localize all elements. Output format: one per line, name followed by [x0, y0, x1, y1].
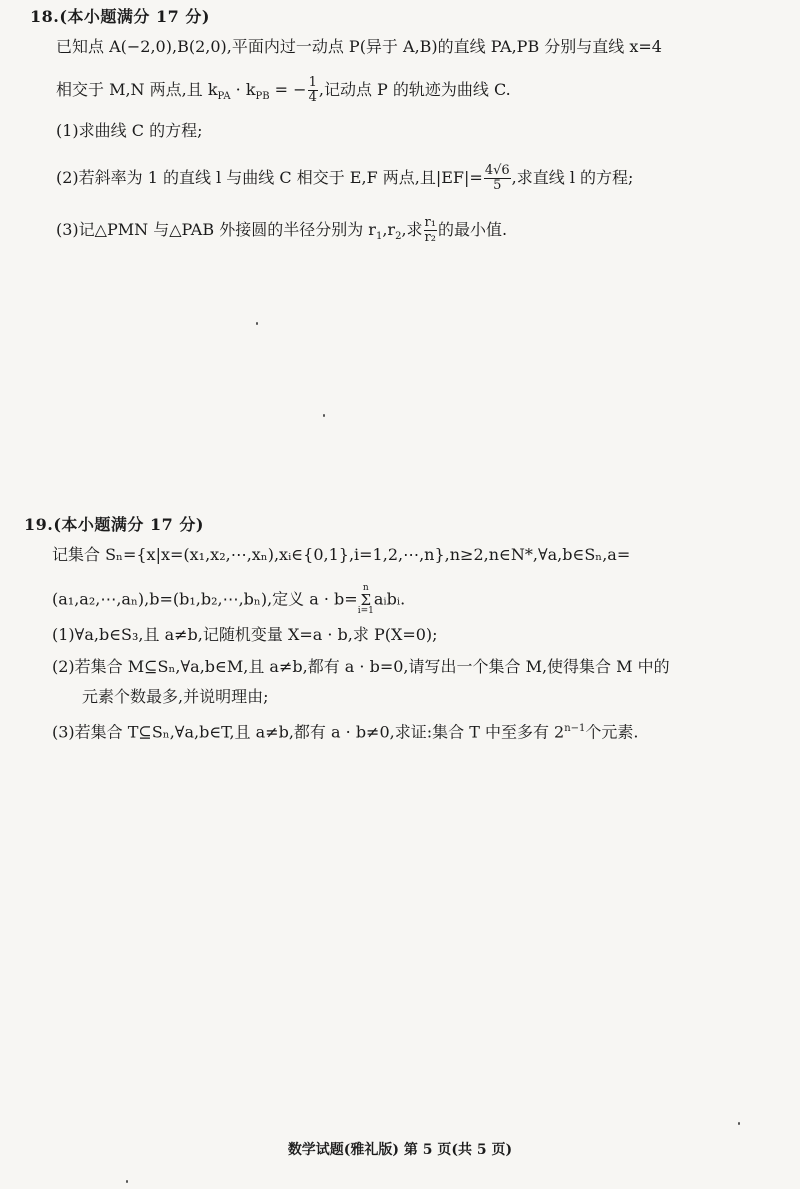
scan-speck — [323, 414, 325, 417]
q18-line2-sub2: PB — [255, 91, 270, 103]
q18-part3-post: 的最小值. — [437, 220, 508, 239]
q19-part2-line2: 元素个数最多,并说明理由; — [82, 687, 269, 706]
q18-part3-frac-den: r₂ — [424, 230, 436, 245]
q18-part2-frac-num: 4√6 — [484, 163, 510, 178]
q19-sum-sign: Σ — [360, 591, 372, 609]
q19-summation — [358, 584, 374, 616]
q18-line2-post: ,记动点 P 的轨迹为曲线 C. — [318, 80, 511, 99]
question-18-label: 18.(本小题满分 17 分) — [30, 7, 210, 26]
q19-sum-bottom: i=1 — [357, 606, 374, 616]
scan-speck — [256, 322, 258, 325]
q18-part3-sub2: 2 — [395, 231, 402, 243]
q18-part2-pre: (2)若斜率为 1 的直线 l 与曲线 C 相交于 E,F 两点,且|EF|= — [56, 168, 483, 187]
q19-sum-top: n — [362, 583, 369, 593]
q19-stem-line1: 记集合 Sₙ={x|x=(x₁,x₂,⋯,xₙ),xᵢ∈{0,1},i=1,2,⋯,n},n≥2,n∈N*,∀a,b∈Sₙ,a= — [52, 545, 631, 564]
q18-part3-sub1: 1 — [375, 231, 383, 243]
q18-part3-mid: ,r — [382, 220, 396, 239]
q19-part3-post: 个元素. — [585, 722, 639, 742]
q19-line2-pre: (a₁,a₂,⋯,aₙ),b=(b₁,b₂,⋯,bₙ),定义 a · b= — [52, 589, 358, 609]
q18-part3-mid2: ,求 — [401, 220, 423, 239]
q18-line2-pre: 相交于 M,N 两点,且 k — [56, 80, 218, 99]
q18-part3-frac-num: r₁ — [424, 215, 436, 230]
page-footer: 数学试题(雅礼版) 第 5 页(共 5 页) — [287, 1142, 513, 1158]
q19-part3-sup: n−1 — [564, 723, 586, 734]
scan-speck — [738, 1122, 740, 1125]
q18-frac-den: 4 — [308, 90, 317, 105]
q18-stem-line1: 已知点 A(−2,0),B(2,0),平面内过一动点 P(异于 A,B)的直线 PA,PB 分别与直线 x=4 — [56, 37, 662, 56]
q18-line2-sub1: PA — [217, 91, 231, 103]
q18-line2-mid: · k — [230, 80, 256, 99]
q19-line2-post: aᵢbᵢ. — [373, 589, 406, 609]
q18-stem-line2 — [56, 76, 511, 108]
q18-fraction-quarter — [308, 76, 318, 105]
q18-part2 — [56, 164, 633, 193]
q19-part3-pre: (3)若集合 T⊆Sₙ,∀a,b∈T,且 a≠b,都有 a · b≠0,求证:集合 T 中至多有 2 — [52, 722, 565, 742]
q18-part2-post: ,求直线 l 的方程; — [511, 168, 634, 187]
q19-part1: (1)∀a,b∈S₃,且 a≠b,记随机变量 X=a · b,求 P(X=0); — [52, 625, 438, 644]
q18-part2-frac-den: 5 — [493, 178, 502, 193]
q18-line2-eq: = − — [269, 80, 307, 99]
q19-stem-line2 — [52, 584, 405, 616]
q18-part3-pre: (3)记△PMN 与△PAB 外接圆的半径分别为 r — [56, 220, 376, 239]
q19-part2-line1: (2)若集合 M⊆Sₙ,∀a,b∈M,且 a≠b,都有 a · b=0,请写出一个集合 M,使得集合 M 中的 — [52, 657, 670, 676]
q18-frac-num: 1 — [308, 75, 317, 90]
q18-fraction-ef — [484, 164, 511, 193]
q19-part3 — [52, 718, 639, 743]
question-19-label: 19.(本小题满分 17 分) — [24, 515, 204, 534]
q18-part1: (1)求曲线 C 的方程; — [56, 121, 203, 140]
scan-speck — [126, 1180, 128, 1183]
q18-fraction-r — [424, 216, 437, 245]
q18-part3 — [56, 216, 507, 248]
